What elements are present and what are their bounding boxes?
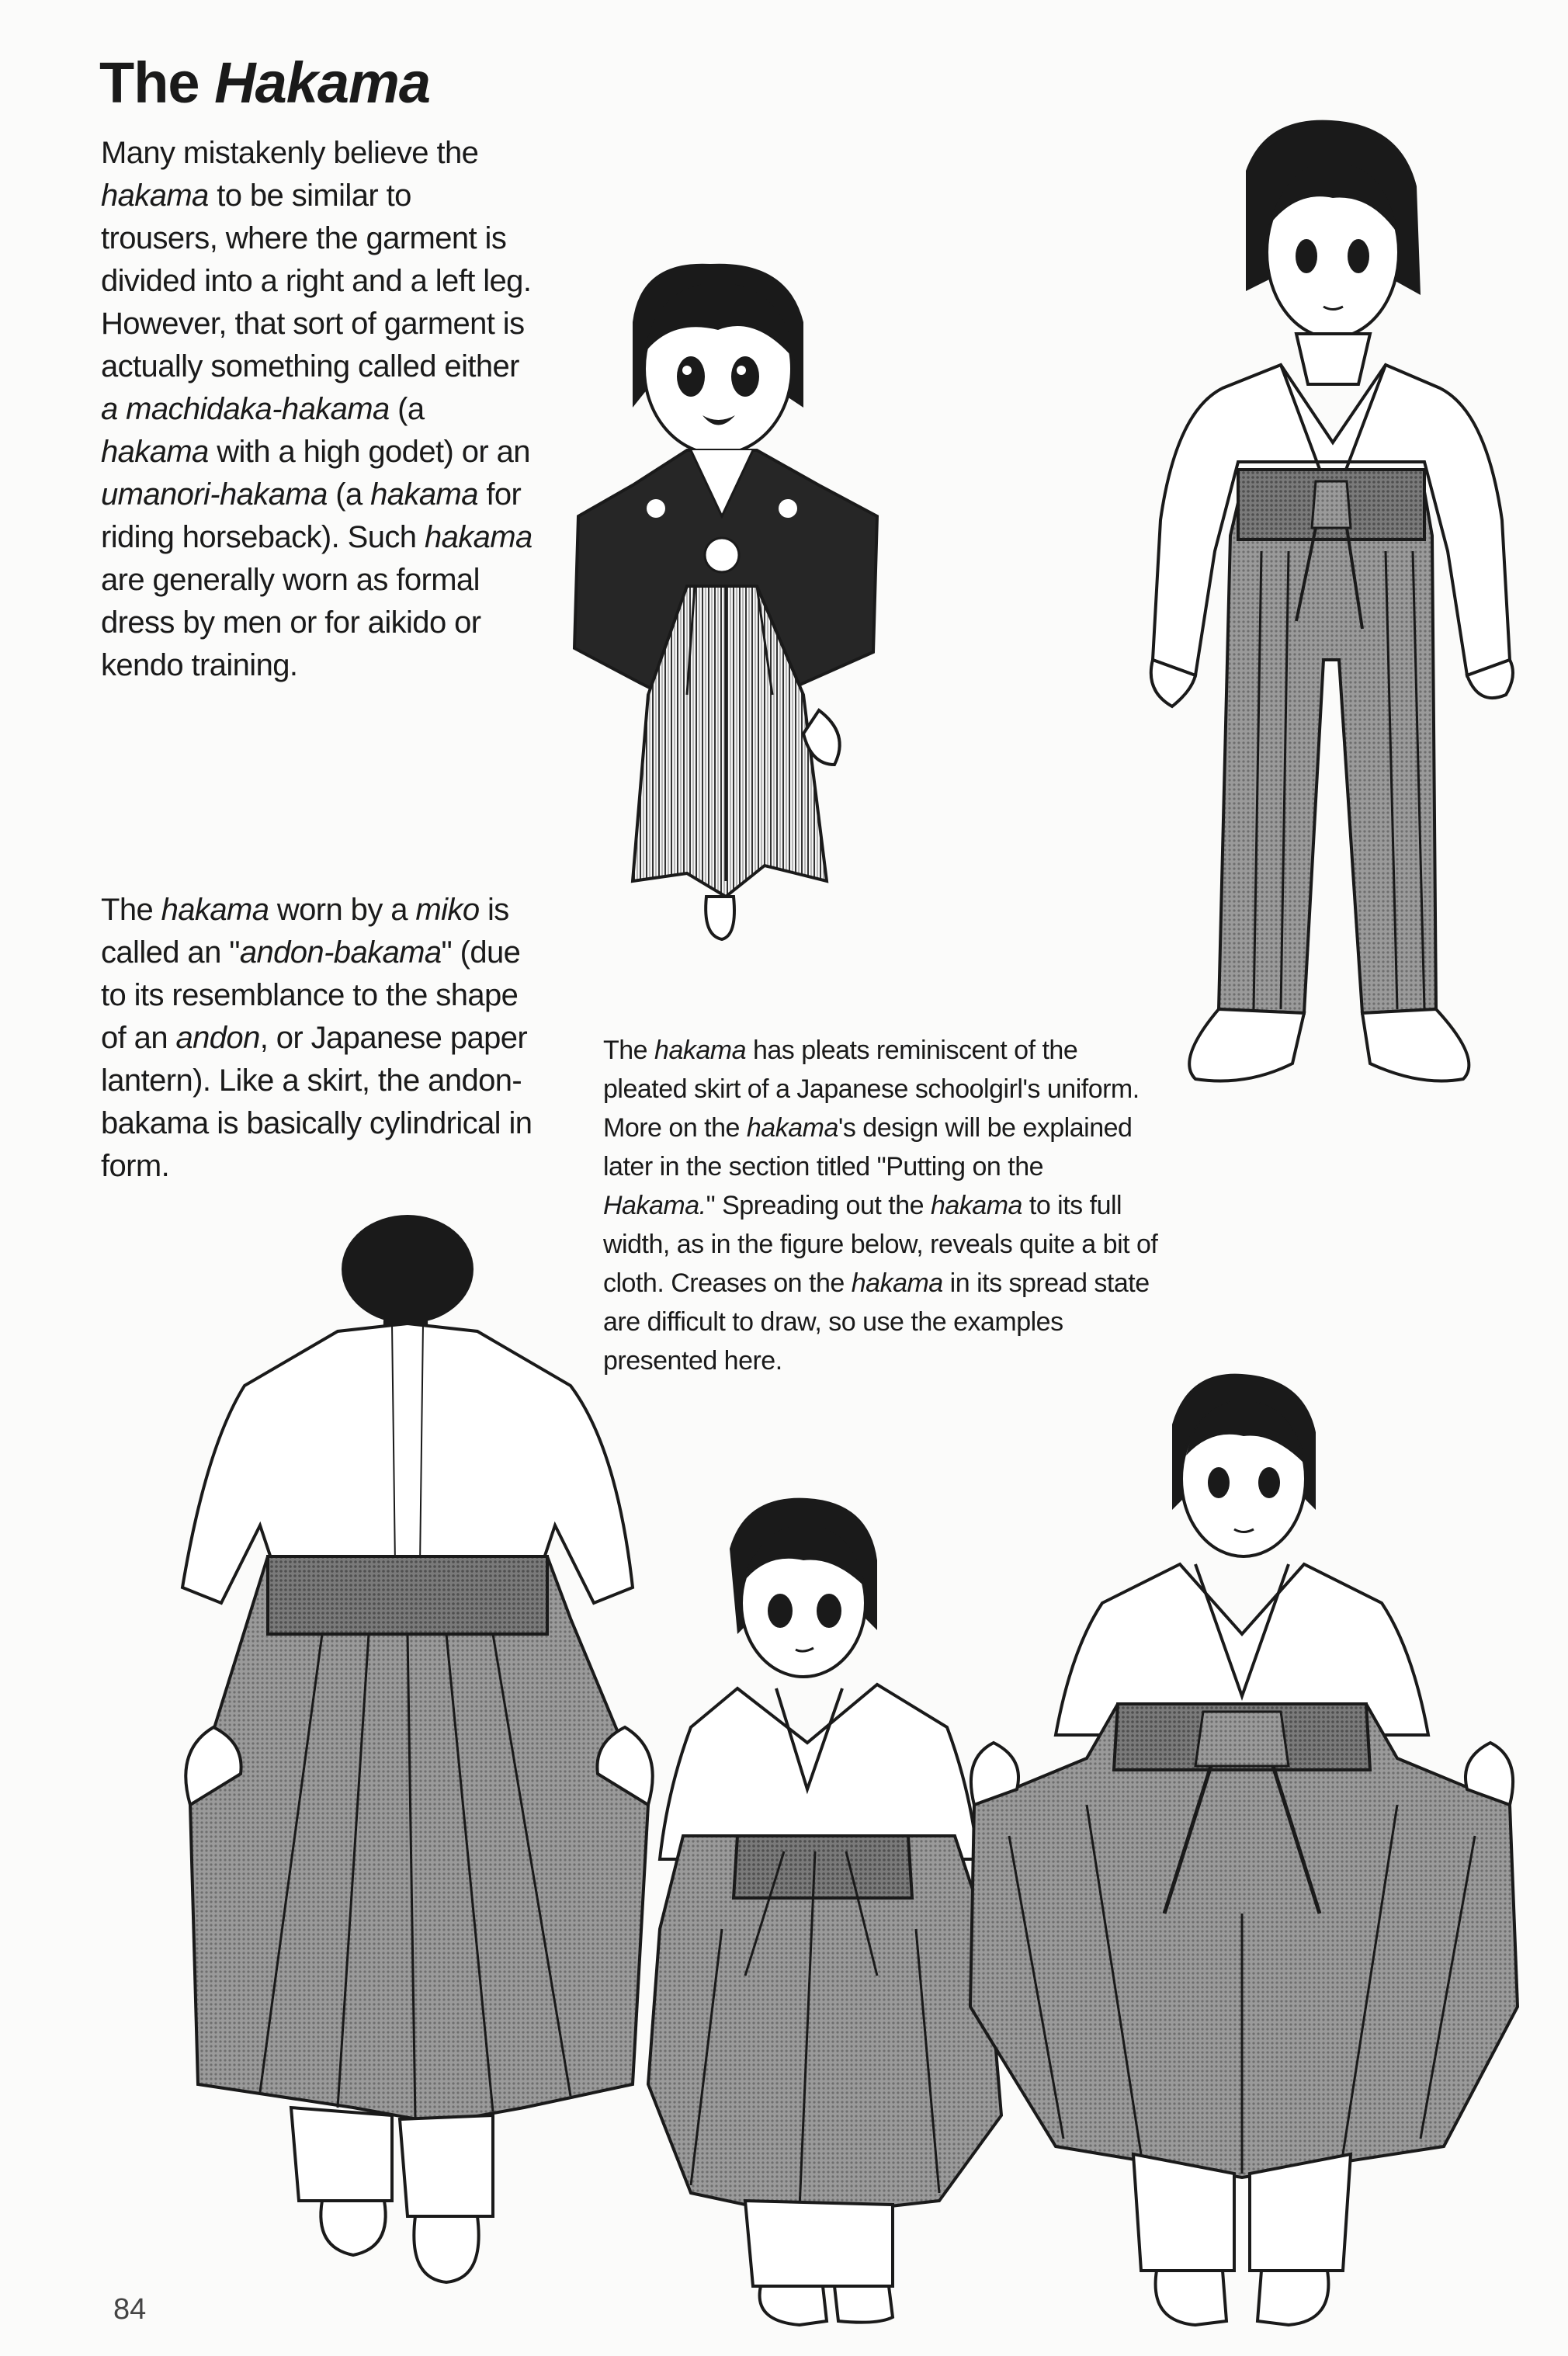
andon-paragraph-run: hakama (161, 893, 269, 927)
andon-paragraph-run: miko (415, 893, 480, 927)
pleats-paragraph-run: hakama (654, 1036, 747, 1065)
andon-paragraph-run: is called an " (101, 893, 509, 970)
andon-paragraph-run: , or Japanese paper lantern). Like a skirt, the andon-bakama is basically cylindrical in form. (101, 1021, 532, 1183)
andon-paragraph (101, 889, 536, 1188)
intro-paragraph-run: Many mistakenly believe the (101, 136, 479, 170)
intro-paragraph-run: hakama (370, 477, 478, 512)
boy-formal-hakama-illustration (571, 260, 1017, 966)
pleats-paragraph-run: in its spread state are difficult to draw, so use the examples presented here. (603, 1268, 1150, 1376)
intro-paragraph-run: hakama (424, 520, 532, 554)
pleats-paragraph-run: " Spreading out the (706, 1191, 931, 1220)
intro-paragraph-run: (a (327, 477, 371, 512)
andon-paragraph-run: The (101, 893, 161, 927)
intro-paragraph-run: a machidaka-hakama (101, 392, 390, 426)
intro-paragraph-run: (a (389, 392, 425, 426)
intro-paragraph-run: for riding horseback). Such (101, 477, 522, 554)
intro-paragraph-run: are generally worn as formal dress by men or for aikido or kendo training. (101, 563, 481, 682)
pleats-paragraph-run: hakama (930, 1191, 1022, 1220)
andon-paragraph-run: " (due to its resemblance to the shape of an (101, 935, 521, 1055)
page-number: 84 (113, 2293, 147, 2326)
woman-standing-hakama-illustration (1129, 116, 1533, 1102)
intro-paragraph-run: hakama (101, 179, 209, 213)
woman-spreading-hakama-illustration (963, 1370, 1521, 2337)
pleats-paragraph-run: has pleats reminiscent of the pleated skirt of a Japanese schoolgirl's uniform. More on the (603, 1036, 1140, 1143)
pleats-paragraph-run: 's design will be explained later in the section titled "Putting on the (603, 1113, 1133, 1181)
andon-paragraph-run: worn by a (269, 893, 416, 927)
miko-back-view-illustration (167, 1215, 664, 2302)
intro-paragraph-run: to be similar to trousers, where the garment is divided into a right and a left leg. However, that sort of garment is actually something called either (101, 179, 532, 383)
intro-paragraph-run: with a high godet) or an (208, 435, 530, 469)
pleats-paragraph-run: hakama (746, 1113, 838, 1143)
intro-paragraph (101, 132, 536, 687)
title-plain: The (99, 50, 215, 115)
pleats-paragraph (603, 1031, 1162, 1380)
intro-paragraph-run: umanori-hakama (101, 477, 328, 512)
andon-paragraph-run: andon (175, 1021, 260, 1055)
pleats-paragraph-run: hakama (851, 1268, 943, 1298)
title-italic: Hakama (214, 50, 430, 115)
page-title (99, 50, 430, 115)
pleats-paragraph-run: Hakama. (603, 1191, 706, 1220)
andon-paragraph-run: andon-bakama (239, 935, 442, 970)
intro-paragraph-run: hakama (101, 435, 209, 469)
girl-holding-hakama-illustration (644, 1494, 1009, 2333)
pleats-paragraph-run: The (603, 1036, 655, 1065)
pleats-paragraph-run: to its full width, as in the figure below, reveals quite a bit of cloth. Creases on the (603, 1191, 1158, 1298)
